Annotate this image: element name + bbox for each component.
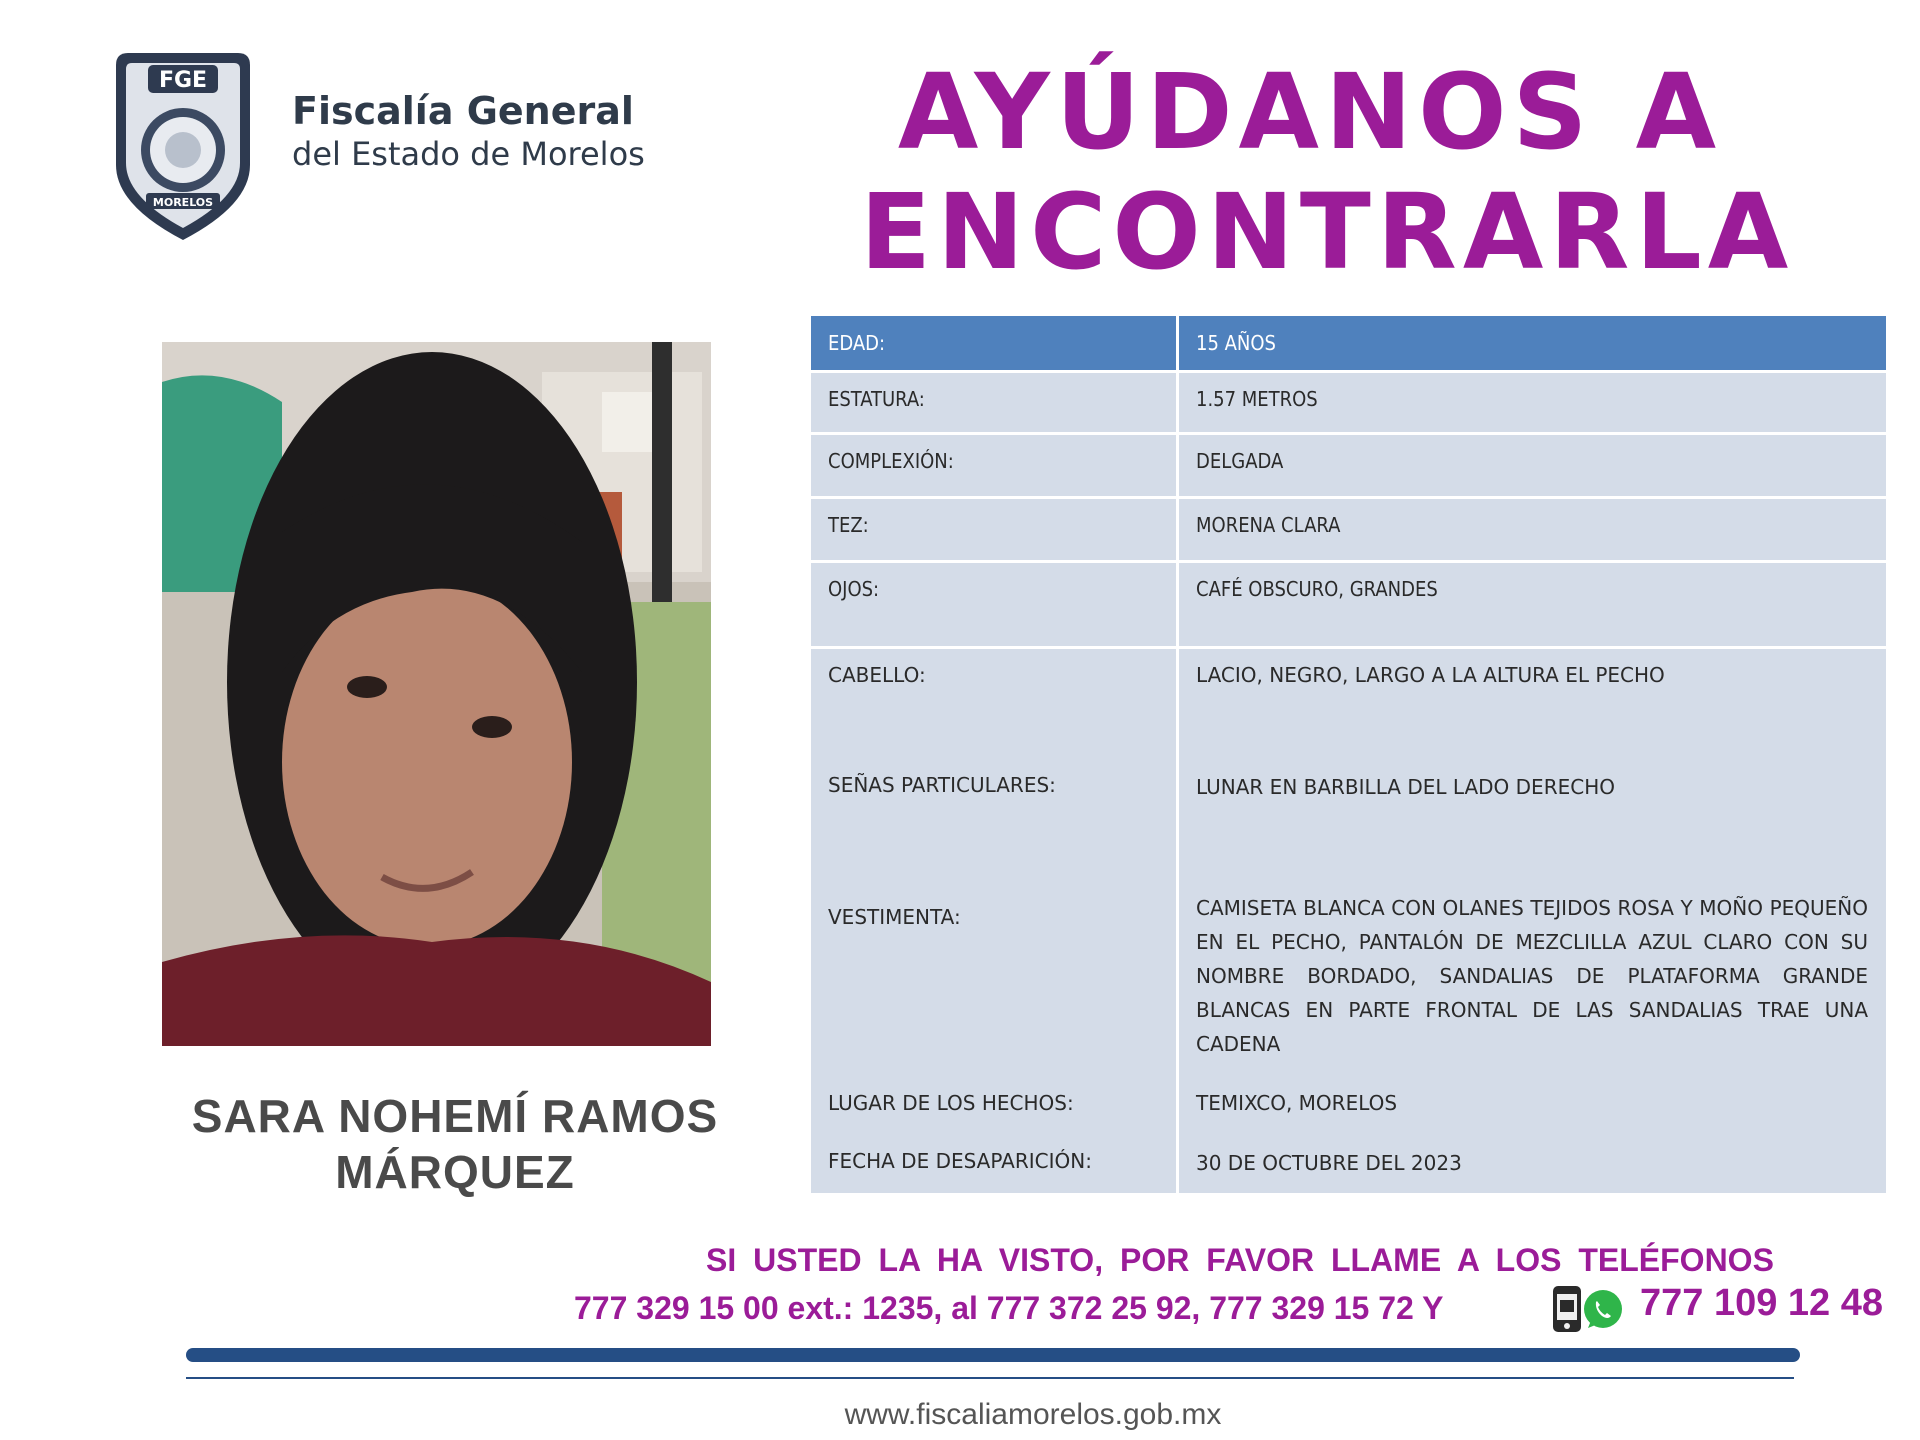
whatsapp-icon: [1580, 1288, 1624, 1332]
row-label-fecha: FECHA DE DESAPARICIÓN:: [828, 1149, 1092, 1173]
agency-name-line2: del Estado de Morelos: [292, 135, 645, 173]
row-value: CAFÉ OBSCURO, GRANDES: [1196, 577, 1438, 601]
headline: [860, 51, 1795, 293]
row-label-lugar: LUGAR DE LOS HECHOS:: [828, 1091, 1074, 1115]
person-name-line2: MÁRQUEZ: [335, 1146, 575, 1198]
footer-divider-thin: [186, 1377, 1794, 1379]
row-value: 15 AÑOS: [1196, 331, 1276, 355]
agency-name: [292, 88, 645, 174]
table-detail-block: [811, 649, 1886, 1193]
row-value-senas: LUNAR EN BARBILLA DEL LADO DERECHO: [1196, 775, 1615, 799]
badge-text: FGE: [158, 68, 208, 93]
table-row-tez: [811, 499, 1886, 563]
table-row-edad: [811, 316, 1886, 373]
person-name-line1: SARA NOHEMÍ RAMOS: [191, 1090, 719, 1142]
headline-line1: AYÚDANOS A: [897, 51, 1723, 173]
website-url[interactable]: www.fiscaliamorelos.gob.mx: [844, 1398, 1222, 1431]
row-value-vestimenta: CAMISETA BLANCA CON OLANES TEJIDOS ROSA Y MOÑO PEQUEÑO EN EL PECHO, PANTALÓN DE MEZCLILLA AZUL CLARO CON SU NOMBRE BORDADO, SANDALIAS DE PLATAFORMA GRANDE BLANCAS EN PARTE FRONTAL DE LAS SANDALIAS TRAE UNA CADENA: [1196, 896, 1868, 1056]
agency-name-line1: Fiscalía General: [292, 89, 634, 133]
row-label: COMPLEXIÓN:: [811, 435, 1179, 496]
row-value: 1.57 METROS: [1196, 387, 1318, 411]
contact-message: SI USTED LA HA VISTO, POR FAVOR LLAME A LOS TELÉFONOS: [706, 1242, 1774, 1278]
row-label-senas: SEÑAS PARTICULARES:: [828, 773, 1056, 797]
row-value-fecha: 30 DE OCTUBRE DEL 2023: [1196, 1151, 1462, 1175]
row-label: TEZ:: [811, 499, 1179, 560]
row-label: ESTATURA:: [811, 373, 1179, 432]
contact-phones: 777 329 15 00 ext.: 1235, al 777 372 25 92, 777 329 15 72 Y: [574, 1290, 1444, 1326]
row-value-cabello: LACIO, NEGRO, LARGO A LA ALTURA EL PECHO: [1196, 663, 1665, 687]
row-value: MORENA CLARA: [1196, 513, 1341, 537]
row-value: DELGADA: [1196, 449, 1284, 473]
info-table: [811, 316, 1886, 1193]
badge-bottom-text: MORELOS: [152, 196, 214, 209]
badge-logo: [108, 45, 258, 245]
row-label: OJOS:: [811, 563, 1179, 646]
missing-person-photo: [162, 342, 711, 1046]
row-label-vestimenta: VESTIMENTA:: [828, 905, 961, 929]
row-value-lugar: TEMIXCO, MORELOS: [1196, 1091, 1398, 1115]
table-row-estatura: [811, 373, 1886, 435]
row-label: EDAD:: [811, 316, 1179, 370]
whatsapp-number: 777 109 12 48: [1640, 1282, 1884, 1324]
table-row-complexion: [811, 435, 1886, 499]
headline-line2: ENCONTRARLA: [860, 171, 1795, 293]
footer-divider-thick: [186, 1348, 1800, 1362]
phone-icon: [1551, 1284, 1583, 1334]
person-name: [150, 1088, 760, 1200]
row-label-cabello: CABELLO:: [828, 663, 926, 687]
table-row-ojos: [811, 563, 1886, 649]
